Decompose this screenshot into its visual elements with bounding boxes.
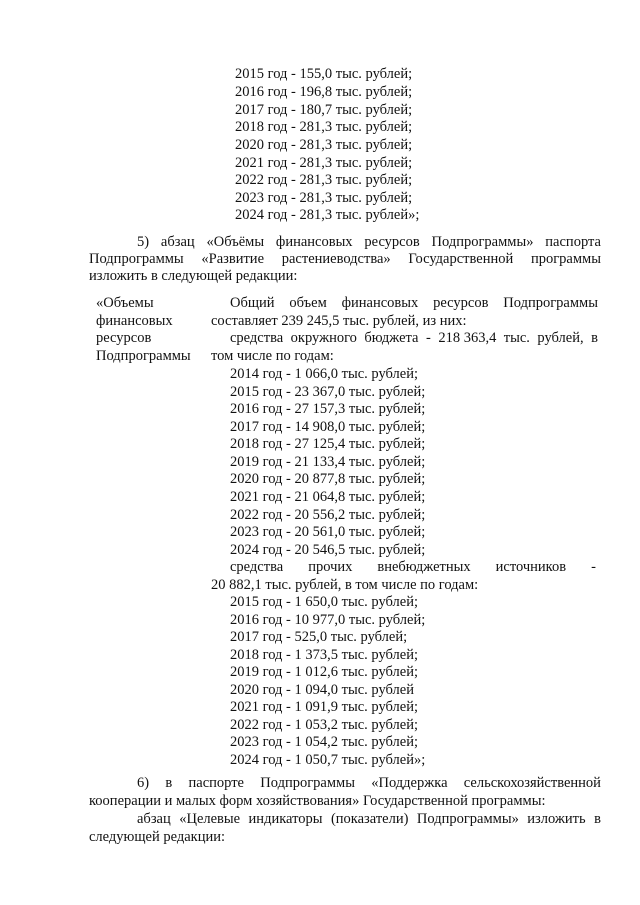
other-year-line: 2019 год - 1 012,6 тыс. рублей;	[230, 664, 418, 680]
word: абзац	[137, 811, 171, 827]
district-year-line: 2024 год - 20 546,5 тыс. рублей;	[230, 542, 426, 558]
word: изложить	[527, 811, 586, 827]
word: «Объёмы	[206, 234, 265, 250]
other-year-line: 2018 год - 1 373,5 тыс. рублей;	[230, 647, 418, 663]
word: -	[591, 559, 596, 575]
word: (показатели)	[330, 811, 409, 827]
table-left-line: Подпрограммы	[96, 348, 191, 364]
word: 6)	[137, 775, 150, 791]
word: 218 363,4	[438, 330, 497, 346]
word: рублей,	[537, 330, 584, 346]
word: Подпрограммы»	[416, 811, 519, 827]
word: -	[425, 330, 431, 346]
other-year-line: 2015 год - 1 650,0 тыс. рублей;	[230, 594, 418, 610]
item-6-line-2: кооперации и малых форм хозяйствования» Государственной программы:	[89, 793, 546, 809]
word: паспорте	[188, 775, 244, 791]
district-year-line: 2022 год - 20 556,2 тыс. рублей;	[230, 507, 426, 523]
other-year-line: 2017 год - 525,0 тыс. рублей;	[230, 629, 408, 645]
word: ресурсов	[364, 234, 420, 250]
word: ресурсов	[433, 295, 489, 311]
word: паспорта	[545, 234, 601, 250]
table-left-line: «Объемы	[96, 295, 154, 311]
total-line-2: составляет 239 245,5 тыс. рублей, из них:	[211, 313, 467, 329]
item-5-line-3: изложить в следующей редакции:	[89, 268, 298, 284]
other-year-line: 2020 год - 1 094,0 тыс. рублей	[230, 682, 414, 698]
top-year-line: 2020 год - 281,3 тыс. рублей;	[235, 137, 413, 153]
district-line-1	[230, 330, 598, 347]
word: в	[591, 330, 598, 346]
word: средства	[230, 330, 284, 346]
word: Подпрограммы	[503, 295, 598, 311]
word: объем	[289, 295, 327, 311]
top-year-line: 2022 год - 281,3 тыс. рублей;	[235, 172, 413, 188]
word: абзац	[160, 234, 195, 250]
district-year-line: 2019 год - 21 133,4 тыс. рублей;	[230, 454, 426, 470]
word: Государственной	[408, 251, 514, 267]
table-left-line: финансовых	[96, 313, 173, 329]
other-year-line: 2023 год - 1 054,2 тыс. рублей;	[230, 734, 418, 750]
item-6-line-4: следующей редакции:	[89, 829, 226, 845]
top-year-line: 2017 год - 180,7 тыс. рублей;	[235, 102, 413, 118]
district-year-line: 2015 год - 23 367,0 тыс. рублей;	[230, 384, 426, 400]
top-year-line: 2015 год - 155,0 тыс. рублей;	[235, 66, 413, 82]
other-line-2: 20 882,1 тыс. рублей, в том числе по годам:	[211, 577, 479, 593]
district-line-2: том числе по годам:	[211, 348, 334, 364]
word: программы	[530, 251, 601, 267]
item-6-line-3	[137, 811, 601, 828]
word: финансовых	[275, 234, 353, 250]
word: 5)	[137, 234, 150, 250]
word: «Целевые	[179, 811, 241, 827]
word: растениеводства»	[281, 251, 391, 267]
top-year-line: 2018 год - 281,3 тыс. рублей;	[235, 119, 413, 135]
district-year-line: 2016 год - 27 157,3 тыс. рублей;	[230, 401, 426, 417]
table-left-line: ресурсов	[96, 330, 152, 346]
other-year-line: 2024 год - 1 050,7 тыс. рублей»;	[230, 752, 426, 768]
other-line-1	[230, 559, 596, 576]
item-6-line-1	[137, 775, 601, 792]
total-line-1	[230, 295, 598, 312]
word: сельскохозяйственной	[463, 775, 601, 791]
item-5-line-2	[89, 251, 601, 268]
word: в	[594, 811, 601, 827]
district-year-line: 2021 год - 21 064,8 тыс. рублей;	[230, 489, 426, 505]
top-year-line: 2021 год - 281,3 тыс. рублей;	[235, 155, 413, 171]
word: Общий	[230, 295, 275, 311]
word: Подпрограммы	[89, 251, 184, 267]
word: внебюджетных	[377, 559, 471, 575]
district-year-line: 2020 год - 20 877,8 тыс. рублей;	[230, 471, 426, 487]
district-year-line: 2018 год - 27 125,4 тыс. рублей;	[230, 436, 426, 452]
word: Подпрограммы	[260, 775, 355, 791]
word: тыс.	[503, 330, 530, 346]
top-year-line: 2024 год - 281,3 тыс. рублей»;	[235, 207, 420, 223]
district-year-line: 2023 год - 20 561,0 тыс. рублей;	[230, 524, 426, 540]
word: окружного	[290, 330, 357, 346]
word: индикаторы	[248, 811, 323, 827]
district-year-line: 2017 год - 14 908,0 тыс. рублей;	[230, 419, 426, 435]
top-year-line: 2016 год - 196,8 тыс. рублей;	[235, 84, 413, 100]
district-year-line: 2014 год - 1 066,0 тыс. рублей;	[230, 366, 418, 382]
word: в	[165, 775, 173, 791]
other-year-line: 2021 год - 1 091,9 тыс. рублей;	[230, 699, 418, 715]
other-year-line: 2022 год - 1 053,2 тыс. рублей;	[230, 717, 418, 733]
word: средства	[230, 559, 284, 575]
word: «Поддержка	[371, 775, 448, 791]
word: Подпрограммы»	[431, 234, 534, 250]
word: финансовых	[341, 295, 419, 311]
word: «Развитие	[201, 251, 265, 267]
top-year-line: 2023 год - 281,3 тыс. рублей;	[235, 190, 413, 206]
word: прочих	[308, 559, 353, 575]
word: источников	[495, 559, 567, 575]
other-year-line: 2016 год - 10 977,0 тыс. рублей;	[230, 612, 426, 628]
item-5-line-1	[137, 234, 601, 251]
word: бюджета	[364, 330, 419, 346]
